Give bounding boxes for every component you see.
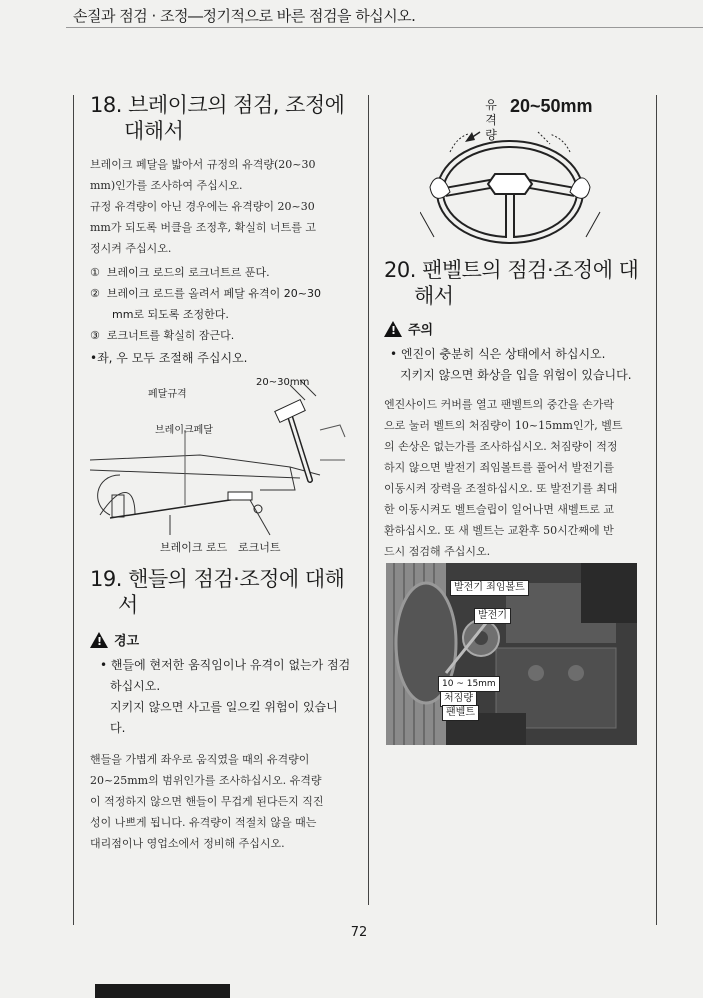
page-number: 72 xyxy=(350,925,368,940)
label-locknut: 로크너트 xyxy=(238,541,281,554)
section-19-paragraph: 핸들을 가볍게 좌우로 움직였을 때의 유격량이 20~25mm의 범위인가를 조사하십시오. 유격량 이 적정하지 않으면 핸들이 무겁게 된다든지 직진 성이 나쁘게 됩니다. 유격량이 적절치 않을 때는 대리점이나 영업소에서 정비해 주십시오. xyxy=(90,753,324,850)
warning-text: • 핸들에 현저한 움직임이나 유격이 없는가 점검 하십시오. 지키지 않으면 사고를 일으킬 위험이 있습니 다. xyxy=(100,658,351,735)
step-item: ③ 로크너트를 확실히 잠근다. xyxy=(90,329,235,342)
page-header xyxy=(0,0,703,30)
caution-header: ! 주의 xyxy=(384,319,646,338)
right-margin-rule xyxy=(656,95,657,925)
label-play-vertical: 유 격 량 xyxy=(485,98,497,142)
section-18-note: •좌, 우 모두 조절해 주십시오. xyxy=(90,351,248,365)
section-19 xyxy=(90,566,360,854)
left-margin-rule xyxy=(73,95,74,925)
section-20-paragraph: 엔진사이드 커버를 열고 팬벨트의 중간을 손가락 으로 눌러 벨트의 처짐량이 10~15mm인가, 벨트 의 손상은 없는가를 조사하십시오. 처짐량이 적정 하지 않으면 발전기 죄임볼트를 풀어서 발전기를 이동시켜 장력을 조절하십시오. 또 발전기를 최대 한 이동시켜도 벨트슬립이 일어나면 새벨트로 교 환하십시오. 또 새 벨트는 교환후 50시간째에 반 드시 점검해 주십시오. xyxy=(384,398,623,558)
photo-label-sag: 처짐량 xyxy=(440,691,477,707)
header-divider xyxy=(66,27,703,28)
warning-icon: ! xyxy=(90,632,108,648)
caution-icon: ! xyxy=(384,321,402,337)
photo-label-belt: 팬벨트 xyxy=(442,705,479,721)
section-18-paragraph: 브레이크 페달을 밟아서 규정의 유격량(20~30 mm)인가를 조사하여 주십시오. 규정 유격량이 아닌 경우에는 유격량이 20~30 mm가 되도록 버클을 조정후, 확실히 너트를 고 정시켜 주십시오. xyxy=(90,158,316,255)
section-18-steps xyxy=(90,262,360,346)
step-item: ① 브레이크 로드의 로크너트르 푼다. xyxy=(90,266,270,279)
label-brake-pedal: 브레이크페달 xyxy=(155,425,213,436)
label-pedal-spec: 페달규격 xyxy=(148,389,187,400)
photo-label-bolt: 발전기 죄임볼트 xyxy=(450,580,529,596)
bottom-edge-fragment xyxy=(95,984,230,998)
brake-diagram xyxy=(90,375,350,560)
caution-text: • 엔진이 충분히 식은 상태에서 하십시오. 지키지 않으면 화상을 입을 위험이 있습니다. xyxy=(390,347,632,382)
section-20-title: 20. 팬벨트의 점검·조정에 대 해서 xyxy=(384,258,639,308)
section-20 xyxy=(384,257,646,562)
warning-header: ! 경고 xyxy=(90,630,360,649)
section-18 xyxy=(90,92,360,369)
label-brake-rod: 브레이크 로드 xyxy=(160,541,228,554)
photo-label-range: 10 ~ 15mm xyxy=(438,676,500,692)
column-divider xyxy=(368,95,369,905)
header-title: 손질과 점검 · 조정―정기적으로 바른 점검을 하십시오. xyxy=(73,7,416,25)
step-item: ② 브레이크 로드를 올려서 페달 유격이 20~30 xyxy=(90,287,321,300)
engine-photo xyxy=(386,563,637,745)
section-19-title: 19. 핸들의 점검·조정에 대해 서 xyxy=(90,567,345,617)
steering-figure xyxy=(420,92,640,252)
step-item: mm로 되도록 조정한다. xyxy=(112,308,229,321)
photo-label-alternator: 발전기 xyxy=(474,608,511,624)
label-pedal-range: 20~30mm xyxy=(256,377,310,388)
section-18-title: 18. 브레이크의 점검, 조정에 대해서 xyxy=(90,93,345,143)
brake-figure xyxy=(90,375,350,560)
label-wheel-range: 20~50mm xyxy=(510,96,593,116)
